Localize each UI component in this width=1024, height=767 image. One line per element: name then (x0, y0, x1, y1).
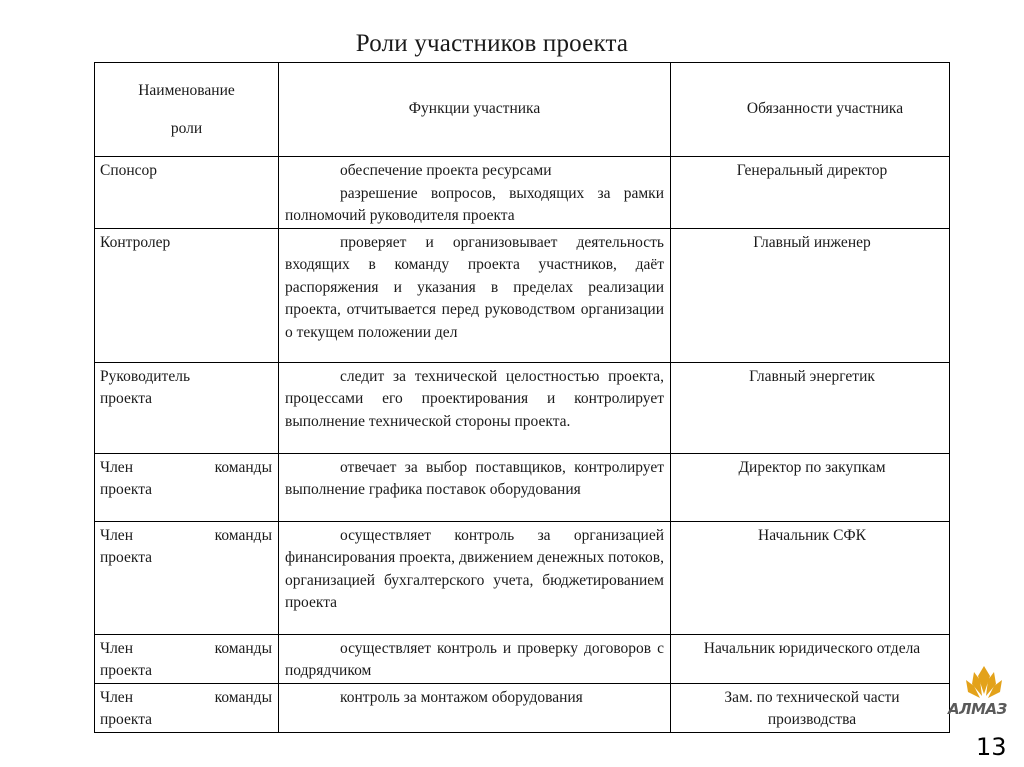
duty-cell: Главный инженер (671, 228, 950, 362)
role-name-cell (95, 683, 279, 732)
role-name: Член (100, 639, 133, 657)
role-name: Руководитель (100, 367, 191, 385)
header-functions: Функции участника (279, 63, 671, 157)
role-name-team: команды (214, 526, 272, 544)
function-text: контроль за монтажом оборудования (340, 688, 583, 706)
duty-cell: Директор по закупкам (671, 453, 950, 521)
duty-cell: Начальник юридического отдела (671, 634, 950, 683)
header-duties: Обязанности участника (671, 63, 950, 157)
function-text: отвечает за выбор поставщиков, контролирует выполнение графика поставок оборудования (285, 458, 664, 498)
table-header-row (95, 63, 950, 157)
role-name: Член (100, 458, 133, 476)
functions-cell (279, 362, 671, 453)
role-name-line2: проекта (100, 711, 153, 728)
role-name-team: команды (214, 639, 272, 657)
table-row (95, 157, 950, 229)
role-name-cell (95, 521, 279, 634)
duty-cell: Генеральный директор (671, 157, 950, 229)
role-name-line2: проекта (100, 662, 153, 679)
role-name-team: команды (214, 458, 272, 476)
function-text: следит за технической целостностью проекта, процессами его проектирования и контролирует выполнение технической стороны проекта. (285, 367, 664, 430)
role-name-cell (95, 228, 279, 362)
functions-cell (279, 453, 671, 521)
duty-cell: Зам. по технической части производства (671, 683, 950, 732)
role-name-line2: проекта (100, 481, 153, 498)
function-text: обеспечение проекта ресурсами (340, 162, 552, 179)
role-name-cell (95, 634, 279, 683)
functions-cell (279, 634, 671, 683)
role-name-line2: проекта (100, 549, 153, 566)
table-row (95, 683, 950, 732)
functions-cell (279, 157, 671, 229)
function-text: осуществляет контроль и проверку договоров с подрядчиком (285, 639, 664, 679)
role-name-line2: проекта (100, 390, 153, 407)
function-text: осуществляет контроль за организацией финансирования проекта, движением денежных потоков, организацией бухгалтерского учета, бюджетированием проекта (285, 526, 664, 611)
role-name: Спонсор (100, 162, 158, 179)
page-number: 13 (976, 733, 1007, 761)
functions-cell (279, 683, 671, 732)
table-row (95, 453, 950, 521)
table-row (95, 521, 950, 634)
function-text: проверяет и организовывает деятельность входящих в команду проекта участников, даёт распоряжения и указания в пределах реализации проекта, отчитывается перед руководством организации о текущем положении дел (285, 233, 664, 341)
role-name-cell (95, 453, 279, 521)
role-name: Член (100, 526, 133, 544)
role-name-cell (95, 157, 279, 229)
table-row (95, 634, 950, 683)
role-name: Контролер (100, 233, 171, 251)
functions-cell (279, 521, 671, 634)
header-role-name: Наименование роли (95, 63, 279, 157)
table-row (95, 228, 950, 362)
role-name: Член (100, 688, 133, 706)
functions-cell (279, 228, 671, 362)
role-name-team: команды (214, 688, 272, 706)
duty-cell: Начальник СФК (671, 521, 950, 634)
slide-title: Роли участников проекта (355, 30, 629, 57)
function-text: разрешение вопросов, выходящих за рамки полномочий руководителя проекта (285, 184, 664, 224)
logo-wordmark: АЛМАЗ (948, 700, 1007, 718)
duty-cell: Главный энергетик (671, 362, 950, 453)
role-name-cell (95, 362, 279, 453)
roles-table (94, 62, 950, 733)
table-row (95, 362, 950, 453)
